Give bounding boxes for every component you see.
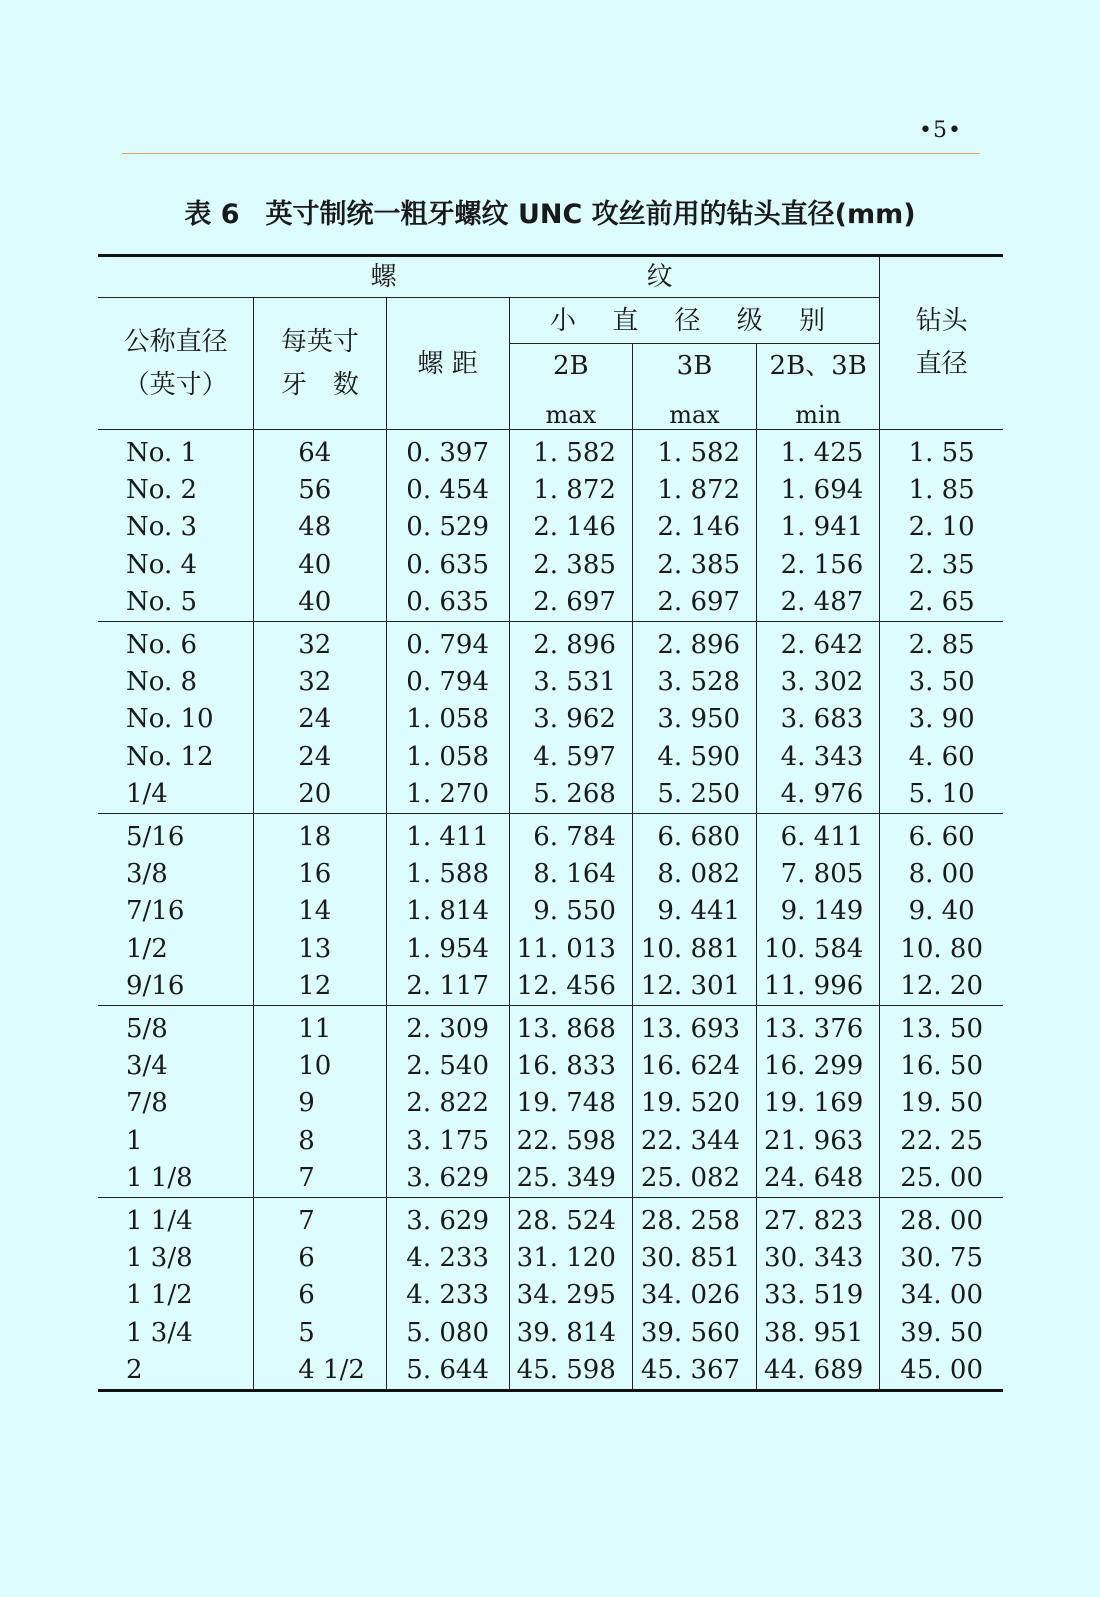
- minor-2b-max-cell: 19. 748: [509, 1085, 632, 1122]
- table-row: [98, 776, 1003, 814]
- tpi-cell: 11: [254, 1005, 386, 1047]
- table-row: [98, 893, 1003, 930]
- minor-min-cell: 7. 805: [757, 855, 880, 892]
- pitch-cell: 0. 635: [386, 584, 509, 622]
- minor-3b-max-cell: 25. 082: [632, 1159, 756, 1197]
- table-row: [98, 930, 1003, 967]
- pitch-cell: 0. 794: [386, 621, 509, 663]
- minor-2b-max-cell: 2. 146: [509, 509, 632, 546]
- pitch-cell: 5. 644: [386, 1351, 509, 1390]
- table-row: [98, 1239, 1003, 1276]
- minor-3b-max-cell: 10. 881: [632, 930, 756, 967]
- minor-2b-max-cell: 16. 833: [509, 1047, 632, 1084]
- table-row: [98, 584, 1003, 622]
- pitch-cell: 0. 454: [386, 471, 509, 508]
- minor-min-cell: 4. 976: [757, 776, 880, 814]
- minor-3b-max-cell: 2. 146: [632, 509, 756, 546]
- minor-min-cell: 1. 425: [757, 430, 880, 472]
- tpi-cell: 10: [254, 1047, 386, 1084]
- drill-diameter-cell: 34. 00: [880, 1277, 1003, 1314]
- drill-diameter-cell: 2. 85: [880, 621, 1003, 663]
- pitch-cell: 4. 233: [386, 1239, 509, 1276]
- nominal-diameter-cell: 7/16: [126, 896, 185, 927]
- drill-diameter-cell: 8. 00: [880, 855, 1003, 892]
- minor-2b-max-cell: 3. 962: [509, 701, 632, 738]
- grade-3b-header: 3B max: [632, 344, 756, 430]
- minor-2b-max-cell: 22. 598: [509, 1122, 632, 1159]
- table-number: 表 6: [184, 199, 240, 230]
- tpi-cell: 18: [254, 813, 386, 855]
- drill-diameter-cell: 2. 10: [880, 509, 1003, 546]
- drill-diameter-cell: 39. 50: [880, 1314, 1003, 1351]
- nominal-diameter-cell: 5/8: [126, 1013, 168, 1044]
- drill-diameter-cell: 13. 50: [880, 1005, 1003, 1047]
- minor-3b-max-cell: 30. 851: [632, 1239, 756, 1276]
- nominal-diameter-cell: 1 1/2: [126, 1280, 193, 1311]
- pitch-cell: 1. 270: [386, 776, 509, 814]
- table-row: [98, 1122, 1003, 1159]
- tpi-cell: 6: [254, 1277, 386, 1314]
- pitch-cell: 4. 233: [386, 1277, 509, 1314]
- minor-2b-max-cell: 31. 120: [509, 1239, 632, 1276]
- pitch-cell: 1. 588: [386, 855, 509, 892]
- grade-2b-header: 2B max: [509, 344, 632, 430]
- minor-min-cell: 3. 302: [757, 663, 880, 700]
- page-number: •5•: [919, 118, 962, 143]
- tpi-cell: 56: [254, 471, 386, 508]
- minor-min-cell: 1. 941: [757, 509, 880, 546]
- minor-3b-max-cell: 34. 026: [632, 1277, 756, 1314]
- thread-group-header: 螺 纹: [98, 256, 880, 298]
- nominal-diameter-cell: 1 3/4: [126, 1317, 193, 1348]
- drill-diameter-header: 钻头 直径: [880, 256, 1003, 430]
- drill-diameter-cell: 25. 00: [880, 1159, 1003, 1197]
- tpi-cell: 9: [254, 1085, 386, 1122]
- tpi-cell: 64: [254, 430, 386, 472]
- minor-2b-max-cell: 28. 524: [509, 1197, 632, 1239]
- tpi-cell: 20: [254, 776, 386, 814]
- minor-3b-max-cell: 1. 582: [632, 430, 756, 472]
- table-row: [98, 546, 1003, 583]
- minor-min-cell: 1. 694: [757, 471, 880, 508]
- minor-min-cell: 13. 376: [757, 1005, 880, 1047]
- grade-2b3b-header: 2B、3B min: [757, 344, 880, 430]
- minor-2b-max-cell: 12. 456: [509, 967, 632, 1005]
- minor-2b-max-cell: 9. 550: [509, 893, 632, 930]
- minor-min-cell: 2. 642: [757, 621, 880, 663]
- tpi-cell: 32: [254, 663, 386, 700]
- pitch-cell: 2. 117: [386, 967, 509, 1005]
- table-row: [98, 1159, 1003, 1197]
- drill-diameter-cell: 19. 50: [880, 1085, 1003, 1122]
- drill-diameter-cell: 5. 10: [880, 776, 1003, 814]
- nominal-diameter-cell: No. 12: [126, 741, 214, 772]
- drill-size-table: [98, 254, 1003, 1392]
- table-caption: 英寸制统一粗牙螺纹 UNC 攻丝前用的钻头直径(mm): [265, 199, 916, 230]
- minor-3b-max-cell: 5. 250: [632, 776, 756, 814]
- minor-2b-max-cell: 1. 872: [509, 471, 632, 508]
- minor-2b-max-cell: 25. 349: [509, 1159, 632, 1197]
- table-row: [98, 813, 1003, 855]
- drill-diameter-cell: 2. 35: [880, 546, 1003, 583]
- minor-3b-max-cell: 9. 441: [632, 893, 756, 930]
- minor-2b-max-cell: 4. 597: [509, 738, 632, 775]
- tpi-cell: 4 1/2: [254, 1351, 386, 1390]
- table-row: [98, 1047, 1003, 1084]
- minor-2b-max-cell: 2. 697: [509, 584, 632, 622]
- minor-3b-max-cell: 3. 528: [632, 663, 756, 700]
- table-title: [0, 192, 1100, 231]
- table-row: [98, 430, 1003, 472]
- minor-min-cell: 38. 951: [757, 1314, 880, 1351]
- minor-diameter-header: 小 直 径 级 别: [509, 298, 880, 344]
- minor-2b-max-cell: 1. 582: [509, 430, 632, 472]
- minor-3b-max-cell: 2. 896: [632, 621, 756, 663]
- nominal-diameter-cell: No. 6: [126, 629, 198, 660]
- nominal-diameter-cell: 1 1/4: [126, 1205, 193, 1236]
- pitch-cell: 3. 629: [386, 1159, 509, 1197]
- drill-diameter-cell: 30. 75: [880, 1239, 1003, 1276]
- drill-diameter-cell: 6. 60: [880, 813, 1003, 855]
- minor-2b-max-cell: 11. 013: [509, 930, 632, 967]
- pitch-cell: 1. 058: [386, 738, 509, 775]
- minor-min-cell: 2. 156: [757, 546, 880, 583]
- pitch-cell: 5. 080: [386, 1314, 509, 1351]
- minor-2b-max-cell: 5. 268: [509, 776, 632, 814]
- minor-3b-max-cell: 2. 385: [632, 546, 756, 583]
- nominal-diameter-cell: No. 2: [126, 475, 198, 506]
- nominal-diameter-cell: 5/16: [126, 821, 185, 852]
- drill-diameter-cell: 1. 85: [880, 471, 1003, 508]
- minor-min-cell: 9. 149: [757, 893, 880, 930]
- tpi-cell: 13: [254, 930, 386, 967]
- minor-3b-max-cell: 2. 697: [632, 584, 756, 622]
- table-row: [98, 1085, 1003, 1122]
- minor-3b-max-cell: 28. 258: [632, 1197, 756, 1239]
- pitch-cell: 0. 794: [386, 663, 509, 700]
- tpi-cell: 14: [254, 893, 386, 930]
- pitch-cell: 2. 822: [386, 1085, 509, 1122]
- tpi-cell: 24: [254, 701, 386, 738]
- minor-2b-max-cell: 2. 896: [509, 621, 632, 663]
- drill-diameter-cell: 22. 25: [880, 1122, 1003, 1159]
- tpi-cell: 7: [254, 1197, 386, 1239]
- nominal-diameter-cell: No. 8: [126, 667, 198, 698]
- tpi-cell: 48: [254, 509, 386, 546]
- nominal-diameter-cell: 1/2: [126, 933, 168, 964]
- table-row: [98, 621, 1003, 663]
- table-row: [98, 1351, 1003, 1390]
- tpi-cell: 24: [254, 738, 386, 775]
- minor-min-cell: 33. 519: [757, 1277, 880, 1314]
- nominal-diameter-cell: No. 5: [98, 584, 254, 622]
- minor-min-cell: 4. 343: [757, 738, 880, 775]
- minor-3b-max-cell: 22. 344: [632, 1122, 756, 1159]
- pitch-cell: 1. 814: [386, 893, 509, 930]
- pitch-cell: 1. 411: [386, 813, 509, 855]
- threads-per-inch-header: 每英寸 牙 数: [254, 298, 386, 430]
- minor-3b-max-cell: 39. 560: [632, 1314, 756, 1351]
- tpi-cell: 6: [254, 1239, 386, 1276]
- nominal-diameter-cell: 1 3/8: [126, 1242, 193, 1273]
- minor-min-cell: 19. 169: [757, 1085, 880, 1122]
- table-row: [98, 855, 1003, 892]
- minor-2b-max-cell: 6. 784: [509, 813, 632, 855]
- table-row: [98, 1314, 1003, 1351]
- drill-diameter-cell: 10. 80: [880, 930, 1003, 967]
- minor-3b-max-cell: 19. 520: [632, 1085, 756, 1122]
- minor-3b-max-cell: 16. 624: [632, 1047, 756, 1084]
- minor-3b-max-cell: 45. 367: [632, 1351, 756, 1390]
- table-row: [98, 738, 1003, 775]
- tpi-cell: 40: [254, 584, 386, 622]
- nominal-diameter-cell: No. 3: [126, 512, 198, 543]
- minor-2b-max-cell: 3. 531: [509, 663, 632, 700]
- pitch-cell: 1. 954: [386, 930, 509, 967]
- nominal-diameter-header: 公称直径 （英寸）: [123, 326, 228, 400]
- pitch-cell: 2. 309: [386, 1005, 509, 1047]
- minor-2b-max-cell: 2. 385: [509, 546, 632, 583]
- drill-diameter-cell: 28. 00: [880, 1197, 1003, 1239]
- minor-3b-max-cell: 8. 082: [632, 855, 756, 892]
- pitch-cell: 1. 058: [386, 701, 509, 738]
- nominal-diameter-cell: 1/4: [98, 776, 254, 814]
- minor-2b-max-cell: 8. 164: [509, 855, 632, 892]
- minor-3b-max-cell: 1. 872: [632, 471, 756, 508]
- nominal-diameter-cell: 7/8: [126, 1088, 168, 1119]
- nominal-diameter-cell: No. 10: [126, 704, 214, 735]
- pitch-cell: 3. 175: [386, 1122, 509, 1159]
- pitch-cell: 3. 629: [386, 1197, 509, 1239]
- nominal-diameter-cell: No. 4: [126, 549, 198, 580]
- tpi-cell: 5: [254, 1314, 386, 1351]
- table-row: [98, 663, 1003, 700]
- minor-min-cell: 21. 963: [757, 1122, 880, 1159]
- minor-min-cell: 3. 683: [757, 701, 880, 738]
- pitch-cell: 2. 540: [386, 1047, 509, 1084]
- drill-diameter-cell: 4. 60: [880, 738, 1003, 775]
- minor-3b-max-cell: 4. 590: [632, 738, 756, 775]
- minor-min-cell: 44. 689: [757, 1351, 880, 1390]
- minor-min-cell: 24. 648: [757, 1159, 880, 1197]
- minor-2b-max-cell: 39. 814: [509, 1314, 632, 1351]
- table-row: [98, 1197, 1003, 1239]
- drill-diameter-cell: 16. 50: [880, 1047, 1003, 1084]
- nominal-diameter-cell: 1 1/8: [98, 1159, 254, 1197]
- minor-min-cell: 27. 823: [757, 1197, 880, 1239]
- drill-diameter-cell: 2. 65: [880, 584, 1003, 622]
- header-rule: [122, 153, 980, 154]
- drill-diameter-cell: 3. 90: [880, 701, 1003, 738]
- tpi-cell: 40: [254, 546, 386, 583]
- tpi-cell: 32: [254, 621, 386, 663]
- drill-diameter-cell: 1. 55: [880, 430, 1003, 472]
- table-row: [98, 967, 1003, 1005]
- nominal-diameter-cell: 1: [126, 1125, 143, 1156]
- minor-3b-max-cell: 6. 680: [632, 813, 756, 855]
- nominal-diameter-cell: 9/16: [98, 967, 254, 1005]
- minor-min-cell: 30. 343: [757, 1239, 880, 1276]
- table-row: [98, 509, 1003, 546]
- tpi-cell: 8: [254, 1122, 386, 1159]
- minor-2b-max-cell: 34. 295: [509, 1277, 632, 1314]
- table-row: [98, 1277, 1003, 1314]
- drill-diameter-cell: 3. 50: [880, 663, 1003, 700]
- minor-min-cell: 16. 299: [757, 1047, 880, 1084]
- pitch-cell: 0. 397: [386, 430, 509, 472]
- minor-3b-max-cell: 13. 693: [632, 1005, 756, 1047]
- pitch-cell: 0. 635: [386, 546, 509, 583]
- drill-diameter-cell: 9. 40: [880, 893, 1003, 930]
- pitch-header: 螺 距: [386, 298, 509, 430]
- nominal-diameter-cell: 3/8: [126, 858, 168, 889]
- drill-diameter-cell: 45. 00: [880, 1351, 1003, 1390]
- tpi-cell: 12: [254, 967, 386, 1005]
- minor-2b-max-cell: 45. 598: [509, 1351, 632, 1390]
- minor-min-cell: 2. 487: [757, 584, 880, 622]
- tpi-cell: 16: [254, 855, 386, 892]
- nominal-diameter-cell: No. 1: [126, 437, 198, 468]
- tpi-cell: 7: [254, 1159, 386, 1197]
- minor-3b-max-cell: 12. 301: [632, 967, 756, 1005]
- drill-diameter-cell: 12. 20: [880, 967, 1003, 1005]
- table-row: [98, 1005, 1003, 1047]
- table-row: [98, 701, 1003, 738]
- table-row: [98, 471, 1003, 508]
- pitch-cell: 0. 529: [386, 509, 509, 546]
- minor-min-cell: 6. 411: [757, 813, 880, 855]
- minor-min-cell: 11. 996: [757, 967, 880, 1005]
- minor-2b-max-cell: 13. 868: [509, 1005, 632, 1047]
- nominal-diameter-cell: 3/4: [126, 1050, 168, 1081]
- nominal-diameter-cell: 2: [126, 1355, 143, 1386]
- minor-min-cell: 10. 584: [757, 930, 880, 967]
- minor-3b-max-cell: 3. 950: [632, 701, 756, 738]
